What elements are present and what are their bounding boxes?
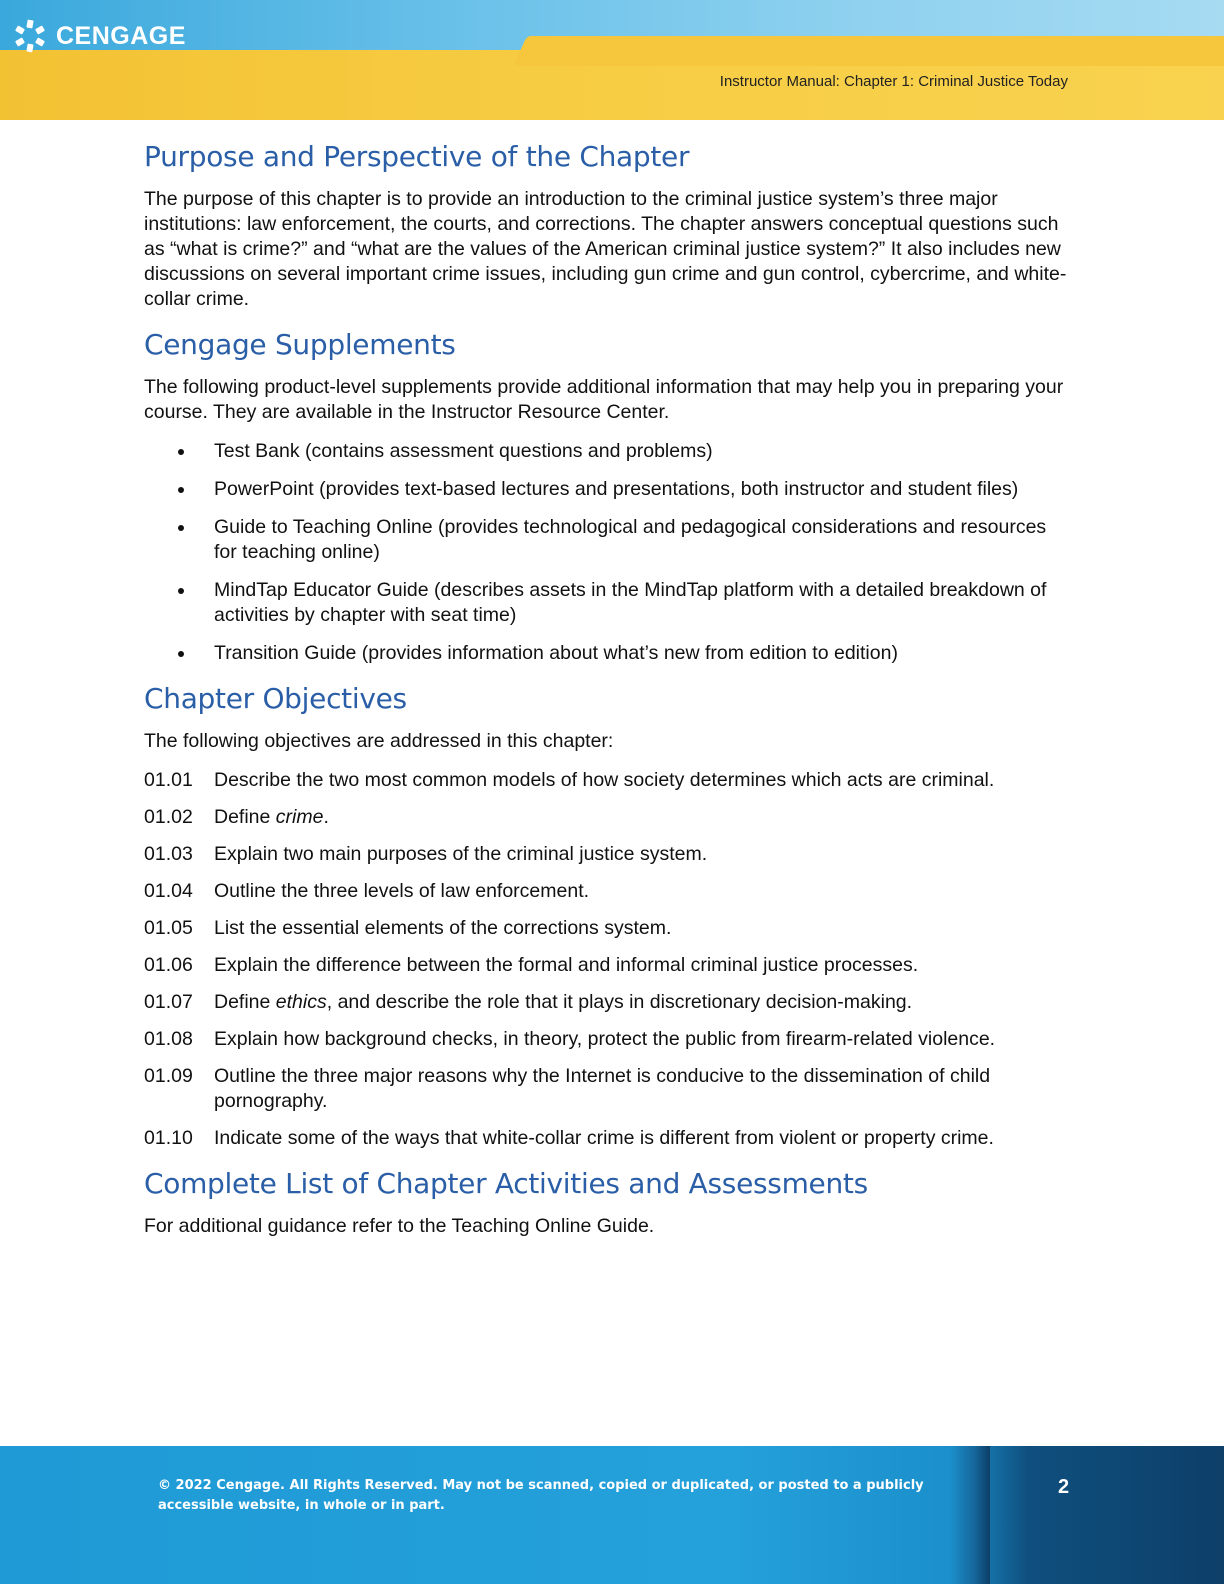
objective-term: crime xyxy=(275,806,324,828)
bullet-icon xyxy=(178,525,184,531)
objective-number: 01.01 xyxy=(144,769,193,791)
list-item xyxy=(144,515,1074,565)
bullet-icon xyxy=(178,588,184,594)
section-paragraph: The following objectives are addressed in this chapter: xyxy=(144,730,614,752)
running-head: Instructor Manual: Chapter 1: Criminal Justice Today xyxy=(719,73,1068,90)
objective-number: 01.06 xyxy=(144,954,193,976)
objective-number: 01.02 xyxy=(144,806,193,828)
objective-number: 01.07 xyxy=(144,991,193,1013)
objective-text: List the essential elements of the corrections system. xyxy=(214,917,672,939)
objective-text: Outline the three levels of law enforcement. xyxy=(214,880,590,902)
objective-item xyxy=(144,1064,1074,1114)
objective-item xyxy=(144,842,1074,867)
objective-item xyxy=(144,953,1074,978)
objective-number: 01.10 xyxy=(144,1127,193,1149)
objective-number: 01.03 xyxy=(144,843,193,865)
page-header xyxy=(0,0,1224,120)
objective-item xyxy=(144,1126,1074,1151)
objective-text: Explain two main purposes of the criminal justice system. xyxy=(214,843,708,865)
objective-item xyxy=(144,805,1074,830)
list-item-text: Test Bank (contains assessment questions and problems) xyxy=(214,440,713,462)
cengage-logo xyxy=(12,18,186,54)
objective-text: Explain how background checks, in theory, protect the public from firearm-related violence. xyxy=(214,1028,996,1050)
objective-text: Outline the three major reasons why the Internet is conducive to the dissemination of child pornography. xyxy=(214,1065,991,1112)
list-item xyxy=(144,439,1074,464)
list-item xyxy=(144,578,1074,628)
objective-number: 01.09 xyxy=(144,1065,193,1087)
objective-text: Indicate some of the ways that white-collar crime is different from violent or property crime. xyxy=(214,1127,994,1149)
list-item xyxy=(144,641,1074,666)
list-item-text: Guide to Teaching Online (provides technological and pedagogical considerations and resources for teaching online) xyxy=(214,516,1047,563)
section-heading: Chapter Objectives xyxy=(144,682,407,715)
objective-text-end: , and describe the role that it plays in discretionary decision-making. xyxy=(326,991,913,1013)
bullet-icon xyxy=(178,487,184,493)
objectives-list xyxy=(144,768,1074,1151)
footer-texture xyxy=(950,1446,990,1584)
list-item xyxy=(144,477,1074,502)
bullet-icon xyxy=(178,651,184,657)
objective-item xyxy=(144,879,1074,904)
objective-number: 01.05 xyxy=(144,917,193,939)
objective-item xyxy=(144,916,1074,941)
objective-text: Define xyxy=(214,991,276,1013)
section-heading: Purpose and Perspective of the Chapter xyxy=(144,140,690,173)
objective-item xyxy=(144,768,1074,793)
objective-text: Describe the two most common models of how society determines which acts are criminal. xyxy=(214,769,995,791)
section-heading: Cengage Supplements xyxy=(144,328,456,361)
section-paragraph: For additional guidance refer to the Teaching Online Guide. xyxy=(144,1215,655,1237)
section-supplements xyxy=(144,328,1074,666)
page-footer xyxy=(0,1446,1224,1584)
logo-text: CENGAGE xyxy=(56,21,186,50)
objective-text-end: . xyxy=(323,806,329,828)
objective-item xyxy=(144,1027,1074,1052)
section-objectives xyxy=(144,682,1074,1151)
list-item-text: PowerPoint (provides text-based lectures and presentations, both instructor and student files) xyxy=(214,478,1019,500)
section-purpose xyxy=(144,140,1074,312)
section-activities xyxy=(144,1167,1074,1239)
section-heading: Complete List of Chapter Activities and Assessments xyxy=(144,1167,868,1200)
objective-item xyxy=(144,990,1074,1015)
objective-text: Explain the difference between the formal and informal criminal justice processes. xyxy=(214,954,919,976)
objective-text: Define xyxy=(214,806,276,828)
page-number: 2 xyxy=(1058,1476,1070,1498)
main-content xyxy=(144,140,1074,1255)
objective-number: 01.04 xyxy=(144,880,193,902)
list-item-text: MindTap Educator Guide (describes assets in the MindTap platform with a detailed breakdown of activities by chapter with seat time) xyxy=(214,579,1047,626)
section-paragraph: The purpose of this chapter is to provide an introduction to the criminal justice system’s three major institutions: law enforcement, the courts, and corrections. The chapter answers conceptual questions such as “what is crime?” and “what are the values of the American criminal justice system?” It also includes new discussions on several important crime issues, including gun crime and gun control, cybercrime, and white-collar crime. xyxy=(144,188,1067,310)
objective-number: 01.08 xyxy=(144,1028,193,1050)
copyright-notice: © 2022 Cengage. All Rights Reserved. May not be scanned, copied or duplicated, or posted to a publicly accessible website, in whole or in part. xyxy=(158,1478,924,1513)
cengage-logo-icon xyxy=(12,18,48,54)
section-paragraph: The following product-level supplements provide additional information that may help you in preparing your course. They are available in the Instructor Resource Center. xyxy=(144,376,1064,423)
list-item-text: Transition Guide (provides information about what’s new from edition to edition) xyxy=(214,642,898,664)
header-yellow-stroke xyxy=(513,36,1224,66)
bullet-icon xyxy=(178,449,184,455)
objective-term: ethics xyxy=(275,991,327,1013)
supplements-list xyxy=(144,439,1074,666)
